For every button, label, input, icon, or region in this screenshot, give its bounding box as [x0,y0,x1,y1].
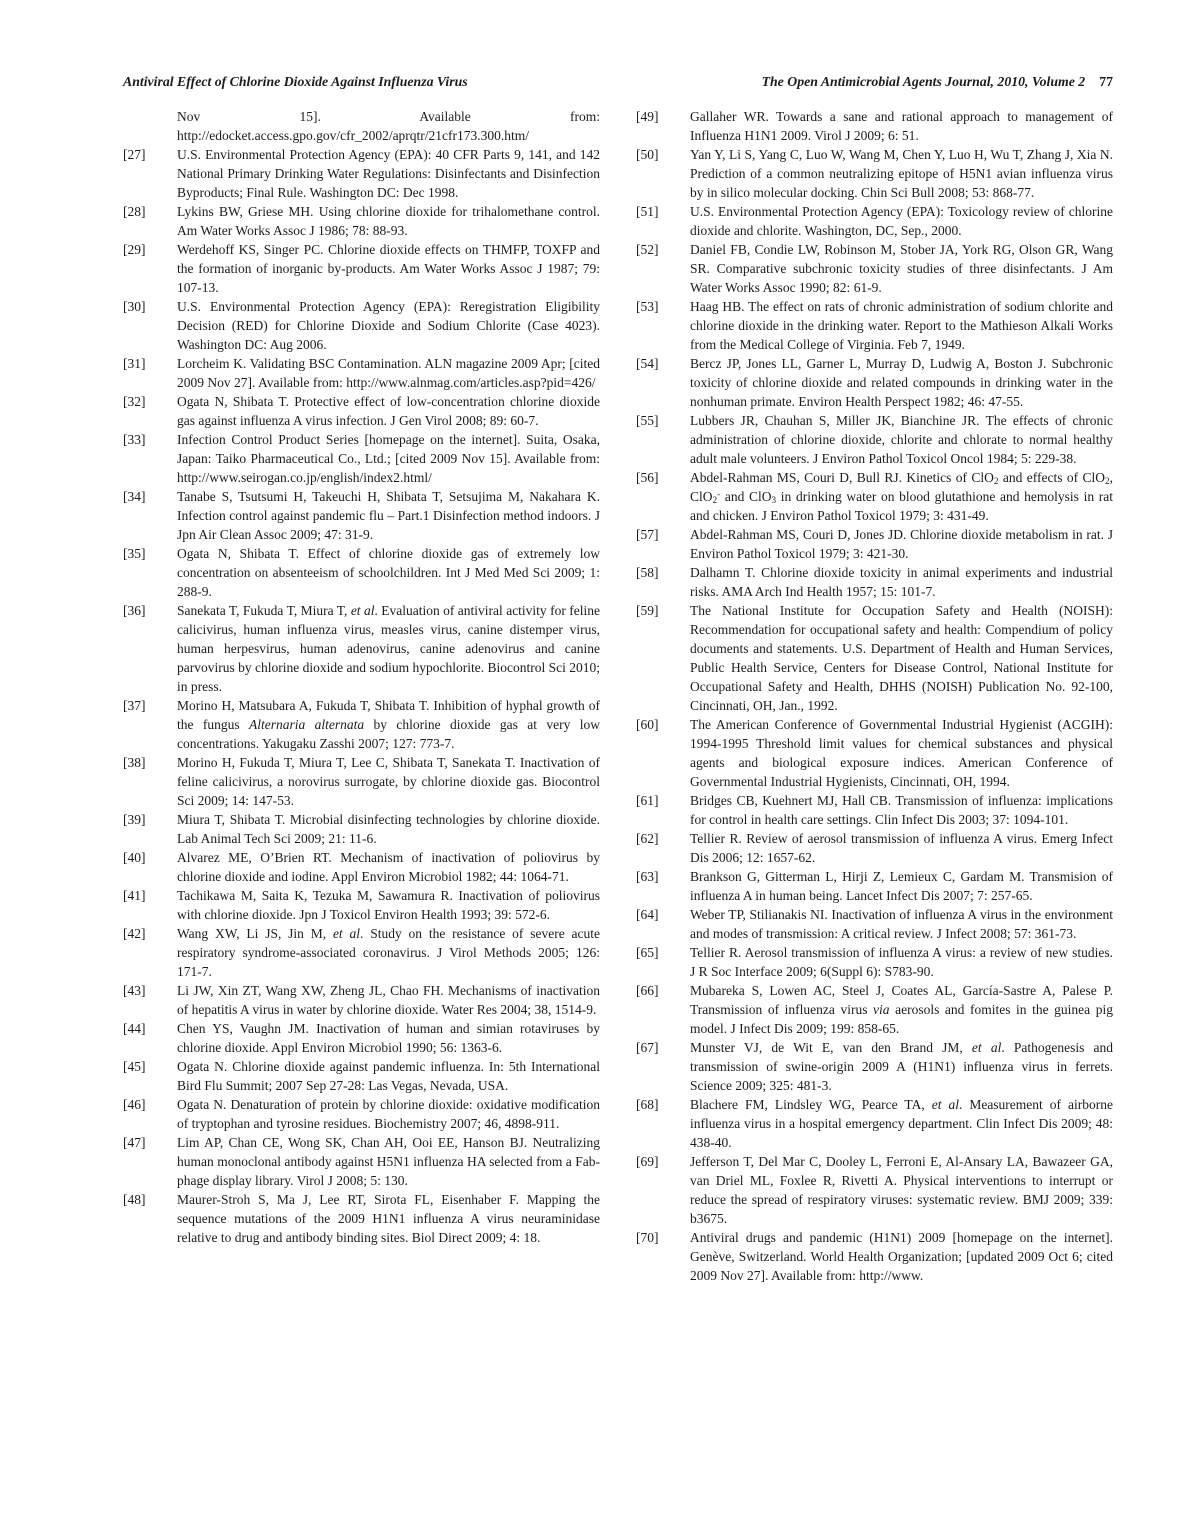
reference-item [123,430,600,487]
reference-number: [28] [123,204,146,219]
reference-text: Haag HB. The effect on rats of chronic administration of sodium chlorite and chlorine dioxide in the drinking water. Report to the Mathieson Alkali Works from the Medical College of Virginia. Feb 7, 1949. [690,299,1113,352]
reference-number: [43] [123,983,146,998]
reference-number: [64] [636,907,659,922]
reference-item [636,240,1113,297]
reference-item [636,107,1113,145]
reference-number: [41] [123,888,146,903]
reference-text: Ogata N. Denaturation of protein by chlorine dioxide: oxidative modification of tryptophan and tyrosine residues. Biochemistry 2007; 46, 4898-911. [177,1097,600,1131]
reference-text: Abdel-Rahman MS, Couri D, Jones JD. Chlorine dioxide metabolism in rat. J Environ Pathol Toxicol 1979; 3: 421-30. [690,527,1113,561]
reference-number: [42] [123,926,146,941]
reference-item [636,411,1113,468]
reference-number: [60] [636,717,659,732]
reference-item [636,468,1113,525]
reference-text: Weber TP, Stilianakis NI. Inactivation of influenza A virus in the environment and modes of transmission: A critical review. J Infect 2008; 57: 361-73. [690,907,1113,941]
reference-number: [30] [123,299,146,314]
reference-item [123,202,600,240]
reference-text: Lim AP, Chan CE, Wong SK, Chan AH, Ooi EE, Hanson BJ. Neutralizing human monoclonal antibody against H5N1 influenza HA selected from a Fab-phage display library. Virol J 2008; 5: 130. [177,1135,600,1188]
reference-text: Tachikawa M, Saita K, Tezuka M, Sawamura R. Inactivation of poliovirus with chlorine dioxide. Jpn J Toxicol Environ Health 1993; 39: 572-6. [177,888,600,922]
reference-text: Dalhamn T. Chlorine dioxide toxicity in animal experiments and industrial risks. AMA Arch Ind Health 1957; 15: 101-7. [690,565,1113,599]
reference-number: [35] [123,546,146,561]
reference-text: Bercz JP, Jones LL, Garner L, Murray D, Ludwig A, Boston J. Subchronic toxicity of chlorine dioxide and related compounds in drinking water in the nonhuman primate. Environ Health Perspect 1982; 46: 47-55. [690,356,1113,409]
reference-number: [55] [636,413,659,428]
reference-text: U.S. Environmental Protection Agency (EPA): Toxicology review of chlorine dioxide and chlorite. Washington, DC, Sep., 2000. [690,204,1113,238]
reference-text: Abdel-Rahman MS, Couri D, Bull RJ. Kinetics of ClO$_2$ and effects of ClO$_2$, ClO$_2$- and ClO$_3$ in drinking water on blood glutathione and hemolysis in rat and chicken. J Environ Pathol Toxicol 1979; 3: 431-49. [690,470,1113,523]
reference-number: [56] [636,470,659,485]
reference-item [636,1038,1113,1095]
reference-item [123,753,600,810]
reference-number: [48] [123,1192,146,1207]
reference-item [636,791,1113,829]
reference-item [123,924,600,981]
reference-text: Brankson G, Gitterman L, Hirji Z, Lemieux C, Gardam M. Transmision of influenza A in human being. Lancet Infect Dis 2007; 7: 257-65. [690,869,1113,903]
reference-text: Tanabe S, Tsutsumi H, Takeuchi H, Shibata T, Setsujima M, Nakahara K. Infection control against pandemic flu – Part.1 Disinfection method indoors. J Jpn Air Clean Assoc 2009; 47: 31-9. [177,489,600,542]
reference-item [123,810,600,848]
reference-number: [40] [123,850,146,865]
reference-number: [44] [123,1021,146,1036]
reference-item [123,145,600,202]
reference-number: [59] [636,603,659,618]
page-number: 77 [1099,74,1113,89]
reference-item [123,240,600,297]
journal-citation [762,72,1113,91]
reference-text: Wang XW, Li JS, Jin M, et al. Study on the resistance of severe acute respiratory syndrome-associated coronavirus. J Virol Methods 2005; 126: 171-7. [177,926,600,979]
reference-item [636,145,1113,202]
reference-item [636,1152,1113,1228]
reference-item [123,297,600,354]
reference-item [636,297,1113,354]
reference-number: [47] [123,1135,146,1150]
reference-item [123,696,600,753]
reference-item [636,354,1113,411]
reference-text: Infection Control Product Series [homepage on the internet]. Suita, Osaka, Japan: Taiko Pharmaceutical Co., Ltd.; [cited 2009 Nov 15]. Available from: http://www.seirogan.co.jp/english/index2.html/ [177,432,600,485]
reference-item [123,487,600,544]
reference-number: [38] [123,755,146,770]
reference-item [123,886,600,924]
reference-text: Munster VJ, de Wit E, van den Brand JM, et al. Pathogenesis and transmission of swine-origin 2009 A (H1N1) influenza virus in ferrets. Science 2009; 325: 481-3. [690,1040,1113,1093]
reference-number: [34] [123,489,146,504]
reference-number: [67] [636,1040,659,1055]
reference-text: Daniel FB, Condie LW, Robinson M, Stober JA, York RG, Olson GR, Wang SR. Comparative subchronic toxicity studies of three disinfectants. J Am Water Works Assoc 1990; 82: 61-9. [690,242,1113,295]
reference-text: Tellier R. Review of aerosol transmission of influenza A virus. Emerg Infect Dis 2006; 12: 1657-62. [690,831,1113,865]
reference-text: The National Institute for Occupation Safety and Health (NOISH): Recommendation for occupational safety and health: Compendium of policy documents and statements. U.S. Department of Health and Human Services, Public Health Service, Centers for Disease Control, National Institute for Occupational Safety and Health, DHHS (NOISH) Publication No. 92-100, Cincinnati, OH, Jan., 1992. [690,603,1113,713]
reference-text: Tellier R. Aerosol transmission of influenza A virus: a review of new studies. J R Soc Interface 2009; 6(Suppl 6): S783-90. [690,945,1113,979]
journal-title: The Open Antimicrobial Agents Journal, 2010, Volume 2 [761,74,1086,89]
reference-text: Lubbers JR, Chauhan S, Miller JK, Bianchine JR. The effects of chronic administration of chlorine dioxide, chlorite and chlorate to normal healthy adult male volunteers. J Environ Pathol Toxicol Oncol 1984; 5: 229-38. [690,413,1113,466]
reference-number: [61] [636,793,659,808]
reference-text: The American Conference of Governmental Industrial Hygienist (ACGIH): 1994-1995 Threshold limit values for chemical substances and physical agents and biological exposure indices. American Conference of Governmental Industrial Hygienists, Cincinnati, OH, 1994. [690,717,1113,789]
reference-text: Blachere FM, Lindsley WG, Pearce TA, et al. Measurement of airborne influenza virus in a hospital emergency department. Clin Infect Dis 2009; 48: 438-40. [690,1097,1113,1150]
reference-number: [53] [636,299,659,314]
reference-number: [68] [636,1097,659,1112]
reference-number: [39] [123,812,146,827]
reference-number: [66] [636,983,659,998]
reference-item [636,829,1113,867]
reference-text: Miura T, Shibata T. Microbial disinfecting technologies by chlorine dioxide. Lab Animal Tech Sci 2009; 21: 11-6. [177,812,600,846]
reference-text: Ogata N, Shibata T. Effect of chlorine dioxide gas of extremely low concentration on absenteeism of schoolchildren. Int J Med Med Sci 2009; 1: 288-9. [177,546,600,599]
reference-item [636,563,1113,601]
reference-item [123,848,600,886]
reference-number: [62] [636,831,659,846]
reference-text: Lykins BW, Griese MH. Using chlorine dioxide for trihalomethane control. Am Water Works Assoc J 1986; 78: 88-93. [177,204,600,238]
reference-item [636,202,1113,240]
reference-number: [36] [123,603,146,618]
reference-number: [69] [636,1154,659,1169]
reference-number: [51] [636,204,659,219]
reference-item [123,107,600,145]
reference-item [636,525,1113,563]
reference-number: [58] [636,565,659,580]
reference-text: Ogata N, Shibata T. Protective effect of low-concentration chlorine dioxide gas against influenza A virus infection. J Gen Virol 2008; 89: 60-7. [177,394,600,428]
reference-number: [65] [636,945,659,960]
references-column-right [636,107,1113,1285]
reference-text: Chen YS, Vaughn JM. Inactivation of human and simian rotaviruses by chlorine dioxide. Appl Environ Microbiol 1990; 56: 1363-6. [177,1021,600,1055]
reference-item [636,867,1113,905]
reference-text: Maurer-Stroh S, Ma J, Lee RT, Sirota FL, Eisenhaber F. Mapping the sequence mutations of the 2009 H1N1 influenza A virus neuraminidase relative to drug and antibody binding sites. Biol Direct 2009; 4: 18. [177,1192,600,1245]
reference-number: [46] [123,1097,146,1112]
running-header [123,72,1113,91]
reference-number: [45] [123,1059,146,1074]
reference-text: Morino H, Fukuda T, Miura T, Lee C, Shibata T, Sanekata T. Inactivation of feline calicivirus, a norovirus surrogate, by chlorine dioxide gas. Biocontrol Sci 2009; 14: 147-53. [177,755,600,808]
reference-text: Alvarez ME, O’Brien RT. Mechanism of inactivation of poliovirus by chlorine dioxide and iodine. Appl Environ Microbiol 1982; 44: 1064-71. [177,850,600,884]
reference-number: [63] [636,869,659,884]
reference-number: [57] [636,527,659,542]
reference-number: [31] [123,356,146,371]
reference-text: U.S. Environmental Protection Agency (EPA): Reregistration Eligibility Decision (RED) for Chlorine Dioxide and Sodium Chlorite (Case 4023). Washington DC: Aug 2006. [177,299,600,352]
reference-text: Morino H, Matsubara A, Fukuda T, Shibata T. Inhibition of hyphal growth of the fungus Alternaria alternata by chlorine dioxide gas at very low concentrations. Yakugaku Zasshi 2007; 127: 773-7. [177,698,601,751]
reference-text: Sanekata T, Fukuda T, Miura T, et al. Evaluation of antiviral activity for feline calicivirus, human influenza virus, measles virus, canine distemper virus, human herpesvirus, human adenovirus, canine adenovirus and canine parvovirus by chlorine dioxide and sodium hypochlorite. Biocontrol Sci 2010; in press. [177,603,600,694]
reference-number: [29] [123,242,146,257]
reference-number: [32] [123,394,146,409]
references-columns [123,107,1113,1285]
reference-text: Yan Y, Li S, Yang C, Luo W, Wang M, Chen Y, Luo H, Wu T, Zhang J, Xia N. Prediction of a common neutralizing epitope of H5N1 avian influenza virus by in silico molecular docking. Chin Sci Bull 2008; 53: 868-77. [690,147,1113,200]
reference-item [636,905,1113,943]
reference-text: Nov 15]. Available from: http://edocket.access.gpo.gov/cfr_2002/aprqtr/21cfr173.300.htm/ [177,109,600,143]
reference-item [636,943,1113,981]
reference-item [123,392,600,430]
reference-text: Lorcheim K. Validating BSC Contamination. ALN magazine 2009 Apr; [cited 2009 Nov 27]. Available from: http://www.alnmag.com/articles.asp?pid=426/ [177,356,600,390]
reference-text: Werdehoff KS, Singer PC. Chlorine dioxide effects on THMFP, TOXFP and the formation of inorganic by-products. Am Water Works Assoc J 1987; 79: 107-13. [177,242,600,295]
reference-text: Li JW, Xin ZT, Wang XW, Zheng JL, Chao FH. Mechanisms of inactivation of hepatitis A virus in water by chlorine dioxide. Water Res 2004; 38, 1514-9. [177,983,600,1017]
reference-item [123,354,600,392]
reference-number: [52] [636,242,659,257]
reference-item [123,1019,600,1057]
reference-item [123,1095,600,1133]
reference-text: Antiviral drugs and pandemic (H1N1) 2009 [homepage on the internet]. Genève, Switzerland. World Health Organization; [updated 2009 Oct 6; cited 2009 Nov 27]. Available from: http://www. [690,1230,1113,1283]
reference-number: [49] [636,109,659,124]
reference-item [123,601,600,696]
reference-item [123,981,600,1019]
reference-text: Mubareka S, Lowen AC, Steel J, Coates AL, García-Sastre A, Palese P. Transmission of influenza virus via aerosols and fomites in the guinea pig model. J Infect Dis 2009; 199: 858-65. [690,983,1113,1036]
reference-text: Bridges CB, Kuehnert MJ, Hall CB. Transmission of influenza: implications for control in health care settings. Clin Infect Dis 2003; 37: 1094-101. [690,793,1113,827]
running-title: Antiviral Effect of Chlorine Dioxide Against Influenza Virus [123,74,468,89]
reference-item [636,981,1113,1038]
reference-item [123,1057,600,1095]
reference-text: U.S. Environmental Protection Agency (EPA): 40 CFR Parts 9, 141, and 142 National Primary Drinking Water Regulations: Disinfectants and Disinfection Byproducts; Final Rule. Washington DC: Dec 1998. [177,147,600,200]
reference-number: [27] [123,147,146,162]
reference-item [636,1228,1113,1285]
reference-text: Ogata N. Chlorine dioxide against pandemic influenza. In: 5th International Bird Flu Summit; 2007 Sep 27-28: Las Vegas, Nevada, USA. [177,1059,600,1093]
reference-item [123,1190,600,1247]
reference-item [636,715,1113,791]
reference-item [123,544,600,601]
reference-number: [70] [636,1230,659,1245]
reference-number: [33] [123,432,146,447]
reference-item [636,1095,1113,1152]
reference-text: Gallaher WR. Towards a sane and rational approach to management of Influenza H1N1 2009. Virol J 2009; 6: 51. [690,109,1113,143]
reference-text: Jefferson T, Del Mar C, Dooley L, Ferroni E, Al-Ansary LA, Bawazeer GA, van Driel ML, Foxlee R, Rivetti A. Physical interventions to interrupt or reduce the spread of respiratory viruses: systematic review. BMJ 2009; 339: b3675. [690,1154,1113,1226]
reference-number: [37] [123,698,146,713]
references-column-left [123,107,600,1285]
reference-item [636,601,1113,715]
reference-number: [54] [636,356,659,371]
reference-item [123,1133,600,1190]
reference-number: [50] [636,147,659,162]
